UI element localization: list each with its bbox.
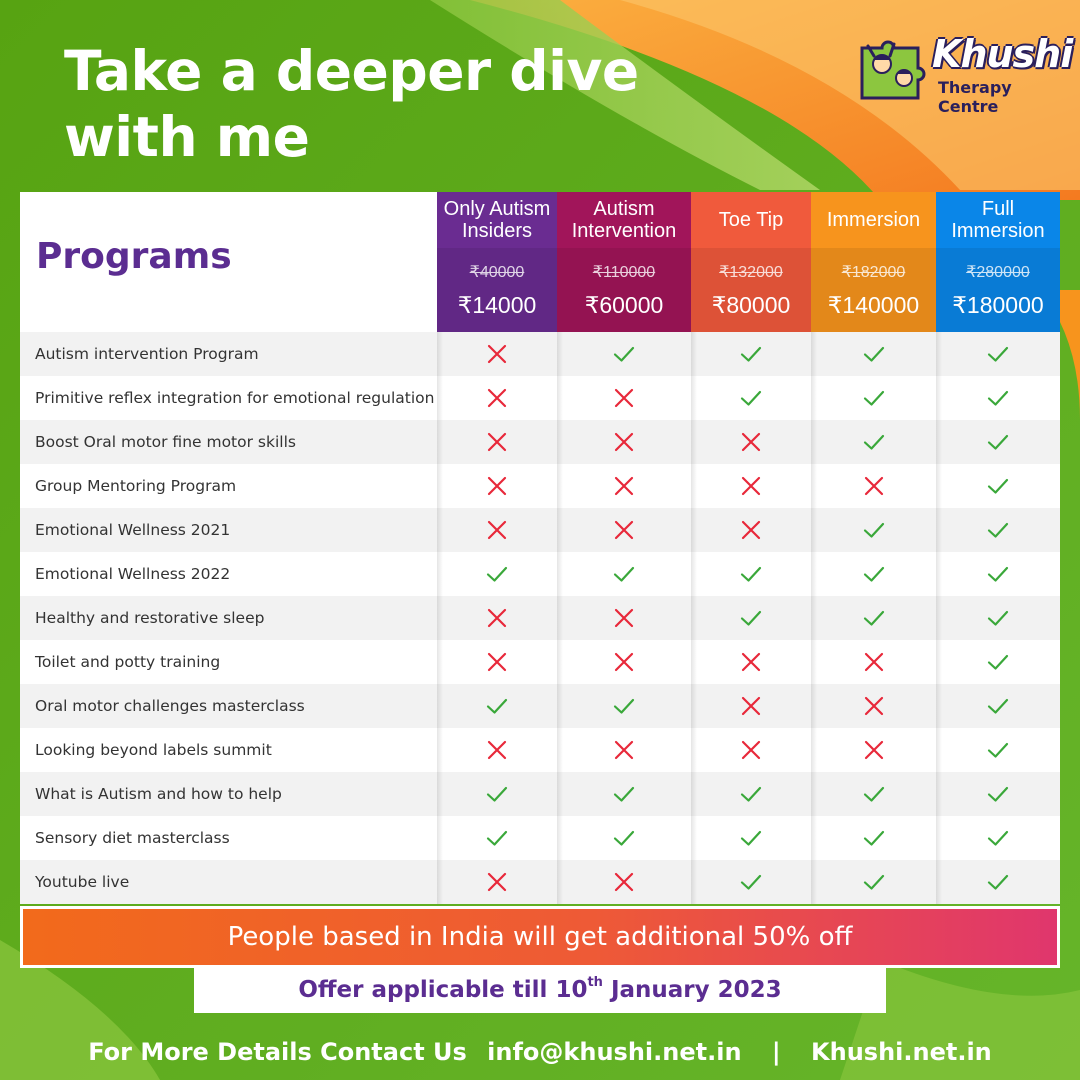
plan-old-price: ₹40000 <box>469 264 525 281</box>
feature-label: What is Autism and how to help <box>35 785 282 803</box>
cross-icon <box>557 508 691 552</box>
plan-price: ₹140000 <box>827 292 920 318</box>
column-divider <box>811 332 817 904</box>
table-row <box>20 684 1060 728</box>
plan-name-shade <box>811 248 936 332</box>
check-icon <box>811 420 936 464</box>
cross-icon <box>811 728 936 772</box>
column-divider <box>557 332 563 904</box>
check-icon <box>936 640 1060 684</box>
table-title: Programs <box>36 236 232 277</box>
plan-name-shade <box>691 248 811 332</box>
logo <box>858 32 1073 116</box>
plan-old-price: ₹110000 <box>592 264 656 281</box>
feature-label: Looking beyond labels summit <box>35 741 272 759</box>
check-icon <box>936 464 1060 508</box>
cross-icon <box>557 464 691 508</box>
check-icon <box>936 508 1060 552</box>
cross-icon <box>811 684 936 728</box>
feature-label: Healthy and restorative sleep <box>35 609 265 627</box>
footer-contact <box>0 1030 1080 1074</box>
table-row <box>20 640 1060 684</box>
plan-name-shade <box>936 248 1060 332</box>
footer-email-link[interactable]: info@khushi.net.in <box>487 1038 742 1066</box>
feature-label: Primitive reflex integration for emotional regulation <box>35 389 435 407</box>
table-row <box>20 772 1060 816</box>
plan-old-price: ₹182000 <box>841 264 906 281</box>
table-row <box>20 376 1060 420</box>
table-row <box>20 816 1060 860</box>
logo-name: Khushi <box>932 32 1073 76</box>
check-icon <box>811 816 936 860</box>
table-row <box>20 508 1060 552</box>
cross-icon <box>437 464 557 508</box>
cross-icon <box>691 684 811 728</box>
feature-label: Toilet and potty training <box>35 653 221 671</box>
cross-icon <box>691 728 811 772</box>
check-icon <box>936 860 1060 904</box>
logo-subtitle: Therapy Centre <box>938 78 1012 116</box>
check-icon <box>691 596 811 640</box>
check-icon <box>811 376 936 420</box>
check-icon <box>437 552 557 596</box>
cross-icon <box>691 420 811 464</box>
plan-header <box>811 192 936 332</box>
headline-line-1: Take a deeper dive <box>64 39 639 103</box>
column-divider <box>437 332 443 904</box>
check-icon <box>936 420 1060 464</box>
check-icon <box>811 332 936 376</box>
headline-line-2: with me <box>64 105 310 169</box>
check-icon <box>691 772 811 816</box>
cross-icon <box>557 420 691 464</box>
check-icon <box>811 552 936 596</box>
cross-icon <box>557 860 691 904</box>
pricing-table <box>20 192 1060 904</box>
table-row <box>20 728 1060 772</box>
check-icon <box>936 376 1060 420</box>
plan-old-price: ₹280000 <box>966 264 1030 281</box>
check-icon <box>936 332 1060 376</box>
feature-label: Sensory diet masterclass <box>35 829 230 847</box>
footer-label: For More Details Contact Us <box>88 1038 467 1066</box>
table-row <box>20 332 1060 376</box>
cross-icon <box>437 596 557 640</box>
table-corner <box>20 192 437 332</box>
feature-label: Group Mentoring Program <box>35 477 237 495</box>
check-icon <box>691 376 811 420</box>
check-icon <box>557 332 691 376</box>
puzzle-kids-logo-icon <box>858 38 928 102</box>
cross-icon <box>437 420 557 464</box>
check-icon <box>691 816 811 860</box>
plan-price: ₹14000 <box>457 292 537 318</box>
column-divider <box>936 332 942 904</box>
footer-separator: | <box>771 1038 781 1066</box>
feature-label: Emotional Wellness 2022 <box>35 565 231 583</box>
check-icon <box>811 860 936 904</box>
plan-header <box>437 192 557 332</box>
cross-icon <box>437 860 557 904</box>
plan-name: Autism Intervention <box>571 198 677 242</box>
cross-icon <box>437 376 557 420</box>
check-icon <box>557 552 691 596</box>
table-row <box>20 596 1060 640</box>
check-icon <box>811 772 936 816</box>
check-icon <box>557 684 691 728</box>
column-divider <box>691 332 697 904</box>
cross-icon <box>437 332 557 376</box>
check-icon <box>557 772 691 816</box>
feature-label: Emotional Wellness 2021 <box>35 521 231 539</box>
plan-name: Toe Tip <box>718 209 784 231</box>
check-icon <box>691 332 811 376</box>
footer-website-link[interactable]: Khushi.net.in <box>811 1038 992 1066</box>
check-icon <box>936 772 1060 816</box>
cross-icon <box>437 728 557 772</box>
check-icon <box>936 728 1060 772</box>
offer-deadline <box>194 968 886 1013</box>
table-row <box>20 420 1060 464</box>
check-icon <box>557 816 691 860</box>
table-row <box>20 464 1060 508</box>
cross-icon <box>811 640 936 684</box>
check-icon <box>936 596 1060 640</box>
check-icon <box>691 860 811 904</box>
check-icon <box>936 816 1060 860</box>
discount-banner <box>20 906 1060 968</box>
feature-label: Oral motor challenges masterclass <box>35 697 305 715</box>
plan-header <box>691 192 811 332</box>
offer-prefix: Offer applicable till 10 <box>298 977 588 1003</box>
cross-icon <box>557 376 691 420</box>
check-icon <box>936 684 1060 728</box>
plan-name: Immersion <box>826 209 921 231</box>
check-icon <box>437 684 557 728</box>
check-icon <box>936 552 1060 596</box>
table-row <box>20 552 1060 596</box>
plan-name-shade <box>437 248 557 332</box>
table-row <box>20 860 1060 904</box>
discount-banner-text: People based in India will get additional 50% off <box>23 909 1057 965</box>
check-icon <box>691 552 811 596</box>
plan-price: ₹60000 <box>584 292 664 318</box>
feature-label: Youtube live <box>35 873 130 891</box>
plan-name: Full Immersion <box>951 198 1045 242</box>
plan-old-price: ₹132000 <box>719 264 783 281</box>
cross-icon <box>437 508 557 552</box>
check-icon <box>811 508 936 552</box>
cross-icon <box>557 728 691 772</box>
cross-icon <box>691 508 811 552</box>
plan-header <box>557 192 691 332</box>
plan-price: ₹80000 <box>711 292 791 318</box>
headline <box>64 38 684 170</box>
cross-icon <box>557 640 691 684</box>
plan-name: Only Autism Insiders <box>443 198 551 242</box>
feature-label: Autism intervention Program <box>35 345 259 363</box>
check-icon <box>437 816 557 860</box>
plan-name-shade <box>557 248 691 332</box>
check-icon <box>437 772 557 816</box>
cross-icon <box>811 464 936 508</box>
offer-ordinal: th <box>587 975 603 991</box>
cross-icon <box>557 596 691 640</box>
check-icon <box>811 596 936 640</box>
cross-icon <box>437 640 557 684</box>
plan-header <box>936 192 1060 332</box>
cross-icon <box>691 640 811 684</box>
plan-price: ₹180000 <box>952 292 1044 318</box>
cross-icon <box>691 464 811 508</box>
feature-label: Boost Oral motor fine motor skills <box>35 433 296 451</box>
offer-suffix: January 2023 <box>602 977 782 1003</box>
